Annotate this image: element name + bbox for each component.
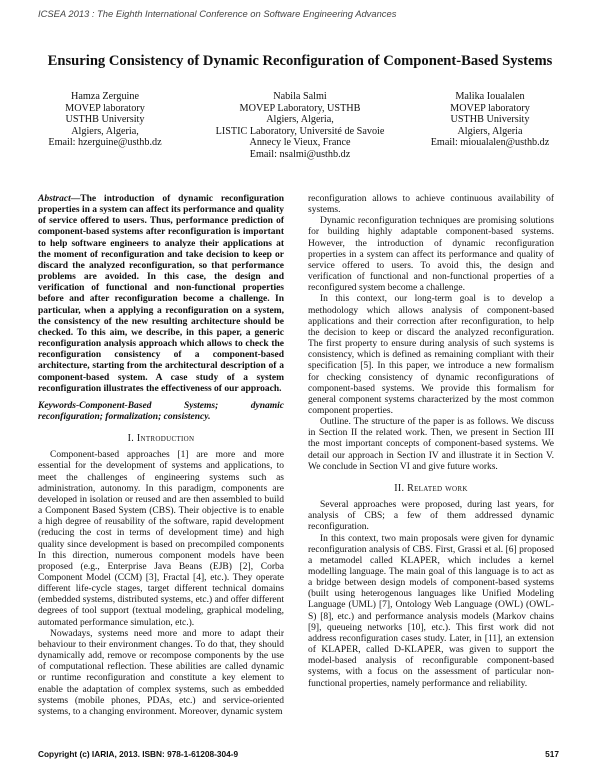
paragraph: Outline. The structure of the paper is as follows. We discuss in Section II the related work. Then, we present in Section III the most important concepts of component-based systems. We detail our approach in Section IV and illustrate it in Section V. We conclude in Section VI and give future works.	[308, 417, 554, 472]
author-email: Email: nsalmi@usthb.dz	[249, 148, 351, 160]
author-name: Hamza Zerguine	[71, 91, 139, 102]
abstract-lead: Abstract	[38, 194, 71, 204]
abstract-body: —The introduction of dynamic reconfiguration properties in a system can affect its performance and quality of service offered to users. Thus, performance prediction of component-based systems after reconfiguration is important to help software engineers to analyze their applications at the moment of reconfiguration and take decision to keep or discard the analyzed reconfiguration, so that performance problems are avoided. In this case, the design and verification of functional and non-functional properties before and after reconfiguration become a challenge. In particular, when a applying a reconfiguration on a system, the consistency of the new resulting architecture should be checked. To this aim, we describe, in this paper, a generic reconfiguration analysis approach which allows to check the reconfiguration consistency of a component-based architecture, starting from the architectural description of a component-based system. A case study of a system reconfiguration illustrates the effectiveness of our approach.	[38, 194, 284, 394]
author-affiliation: MOVEP laboratory	[450, 102, 530, 114]
author-affiliation: Annecy le Vieux, France	[249, 137, 351, 149]
author-email: Email: mioualalen@usthb.dz	[430, 137, 550, 149]
section-heading-introduction: I. Introduction	[127, 433, 195, 445]
author-affiliation: Algiers, Algeria,	[266, 114, 334, 126]
author-affiliation: Algiers, Algeria	[457, 125, 523, 137]
author-affiliation: LISTIC Laboratory, Université de Savoie	[215, 125, 385, 137]
section-heading-related-work: II. Related work	[394, 482, 468, 494]
abstract	[38, 194, 284, 395]
left-column	[38, 194, 284, 718]
paragraph: In this context, two main proposals were given for dynamic reconfiguration analysis of CBS. First, Grassi et al. [6] proposed a metamodel called KLAPER, which includes a kernel modelling language. The main goal of this language is to act as a bridge between design models of component-based systems (built using heterogenous languages like Unified Modeling Language (UML) [7], Ontology Web Language (OWL) (OWL-S) [8], etc.) and performance analysis models (Markov chains [9], queueing networks [10], etc.). This first work did not address reconfiguration cases study. Later, in [11], an extension of KLAPER, called D-KLAPER, was given to support the model-based analysis of reconfigurable component-based systems, with a focus on the assessment of particular non-functional properties, namely performance and reliability.	[308, 533, 554, 689]
paragraph: Dynamic reconfiguration techniques are promising solutions for building highly adaptable component-based systems. However, the introduction of dynamic reconfiguration properties in a system can affect its performance and quality of service offered to users. To avoid this, the design and verification of functional and non-functional properties of a reconfigured system become a challenge.	[308, 216, 554, 294]
paragraph: Component-based approaches [1] are more and more essential for the development of systems and applications, to meet the challenges of engineering systems such as administration, autonomy. In this paradigm, components are developed in isolation or reused and are then assembled to build a Component Based System (CBS). Their objective is to enable a high degree of reusability of the software, rapid development (reducing the cost in terms of development time) and high quality since development is based on precompiled components In this direction, numerous component models have been proposed (e.g., Enterprise Java Beans (EJB) [2], Corba Component Model (CCM) [3], Fractal [4], etc.). They operate different life-cycle stages, target different technical domains (embedded systems, distributed systems, etc.) and offer different degrees of tool support (textual modeling, graphical modeling, automated performance simulation, etc.).	[38, 450, 284, 628]
keywords: Keywords-Component-Based Systems; dynamic reconfiguration; formalization; consistency.	[38, 400, 284, 422]
author-affiliation: USTHB University	[450, 114, 530, 126]
paragraph: In this context, our long-term goal is to develop a methodology which allows analysis of component-based applications and their correction after reconfiguration, to help the decision to keep or discard the analyzed reconfiguration. The first property to ensure during analysis of such systems is consistency, which is defined as remaining compliant with their specification [5]. In this paper, we introduce a new formalism for checking consistency of dynamic reconfigurations of component-based systems. We provide this formalism for general component systems characterized by the most common component properties.	[308, 294, 554, 416]
paragraph: Several approaches were proposed, during last years, for analysis of CBS; a few of them addressed dynamic reconfiguration.	[308, 500, 554, 533]
author-email: Email: hzerguine@usthb.dz	[48, 137, 162, 149]
author-name: Malika Ioualalen	[455, 91, 525, 102]
author-affiliation: Algiers, Algeria,	[71, 125, 139, 137]
paragraph: Nowadays, systems need more and more to adapt their behaviour to their environment changes. To do that, they should dynamically add, remove or recompose components by the use of computational reflection. These abilities are called dynamic or runtime reconfiguration and constitute a key element to enable the adaptation of complex systems, such as embedded systems (mobile phones, PDAs, etc.) and service-oriented systems, to a changing environment. Moreover, dynamic system	[38, 628, 284, 717]
author-name: Nabila Salmi	[273, 91, 327, 102]
paragraph: reconfiguration allows to achieve continuous availability of systems.	[308, 194, 554, 216]
author-affiliation: USTHB University	[65, 114, 145, 126]
author-block-3	[405, 91, 575, 149]
page-number: 517	[545, 749, 559, 759]
author-block-2	[215, 91, 385, 161]
right-column	[308, 194, 554, 690]
author-affiliation: MOVEP laboratory	[65, 102, 145, 114]
author-affiliation: MOVEP Laboratory, USTHB	[239, 102, 361, 114]
paper-title: Ensuring Consistency of Dynamic Reconfiguration of Component-Based Systems	[47, 53, 553, 69]
author-block-1	[30, 91, 180, 149]
conference-header: ICSEA 2013 : The Eighth International Conference on Software Engineering Advances	[38, 8, 397, 19]
copyright-footer: Copyright (c) IARIA, 2013. ISBN: 978-1-61208-304-9	[38, 749, 239, 759]
